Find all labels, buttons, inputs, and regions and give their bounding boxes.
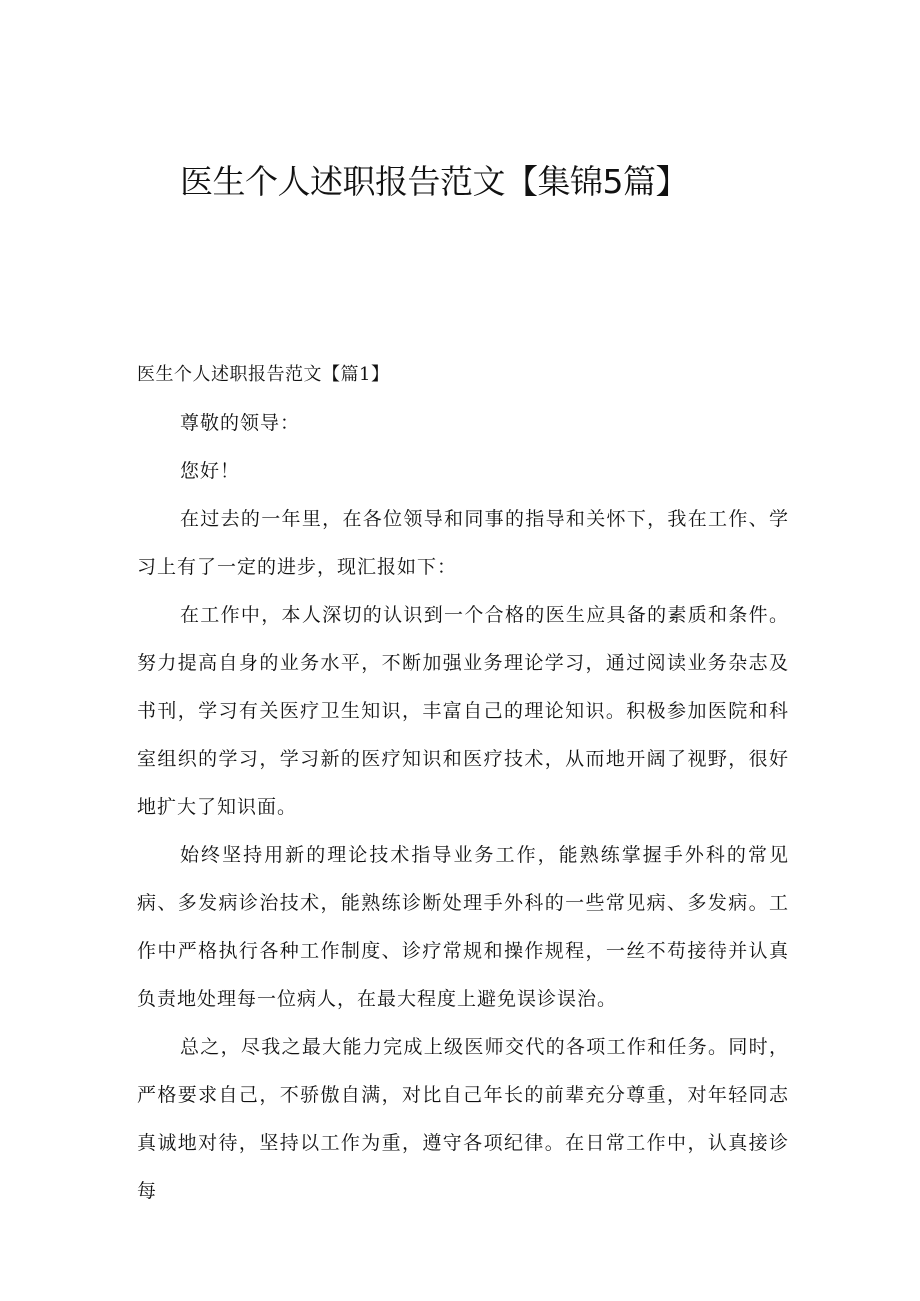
section-heading: 医生个人述职报告范文【篇1】 <box>137 364 390 385</box>
salutation: 尊敬的领导： <box>180 412 301 434</box>
paragraph-learning: 在工作中，本人深切的认识到一个合格的医生应具备的素质和条件。努力提高自身的业务水平，不断加强业务理论学习，通过阅读业务杂志及书刊，学习有关医疗卫生知识，丰富自己的理论知识。积极参加医院和科室组织的学习，学习新的医疗知识和医疗技术，从而地开阔了视野，很好地扩大了知识面。 <box>137 604 789 818</box>
document-body <box>137 351 789 1215</box>
paragraph-clinical-work: 始终坚持用新的理论技术指导业务工作，能熟练掌握手外科的常见病、多发病诊治技术，能熟练诊断处理手外科的一些常见病、多发病。工作中严格执行各种工作制度、诊疗常规和操作规程，一丝不苟接待并认真负责地处理每一位病人，在最大程度上避免误诊误治。 <box>137 844 789 1010</box>
document-title: 医生个人述职报告范文【集锦5篇】 <box>180 162 688 201</box>
paragraph-summary: 总之，尽我之最大能力完成上级医师交代的各项工作和任务。同时，严格要求自己，不骄傲自满，对比自己年长的前辈充分尊重，对年轻同志真诚地对待，坚持以工作为重，遵守各项纪律。在日常工作中，认真接诊每 <box>137 1036 789 1202</box>
greeting: 您好！ <box>180 460 241 482</box>
paragraph-intro: 在过去的一年里，在各位领导和同事的指导和关怀下，我在工作、学习上有了一定的进步，现汇报如下： <box>137 508 789 578</box>
